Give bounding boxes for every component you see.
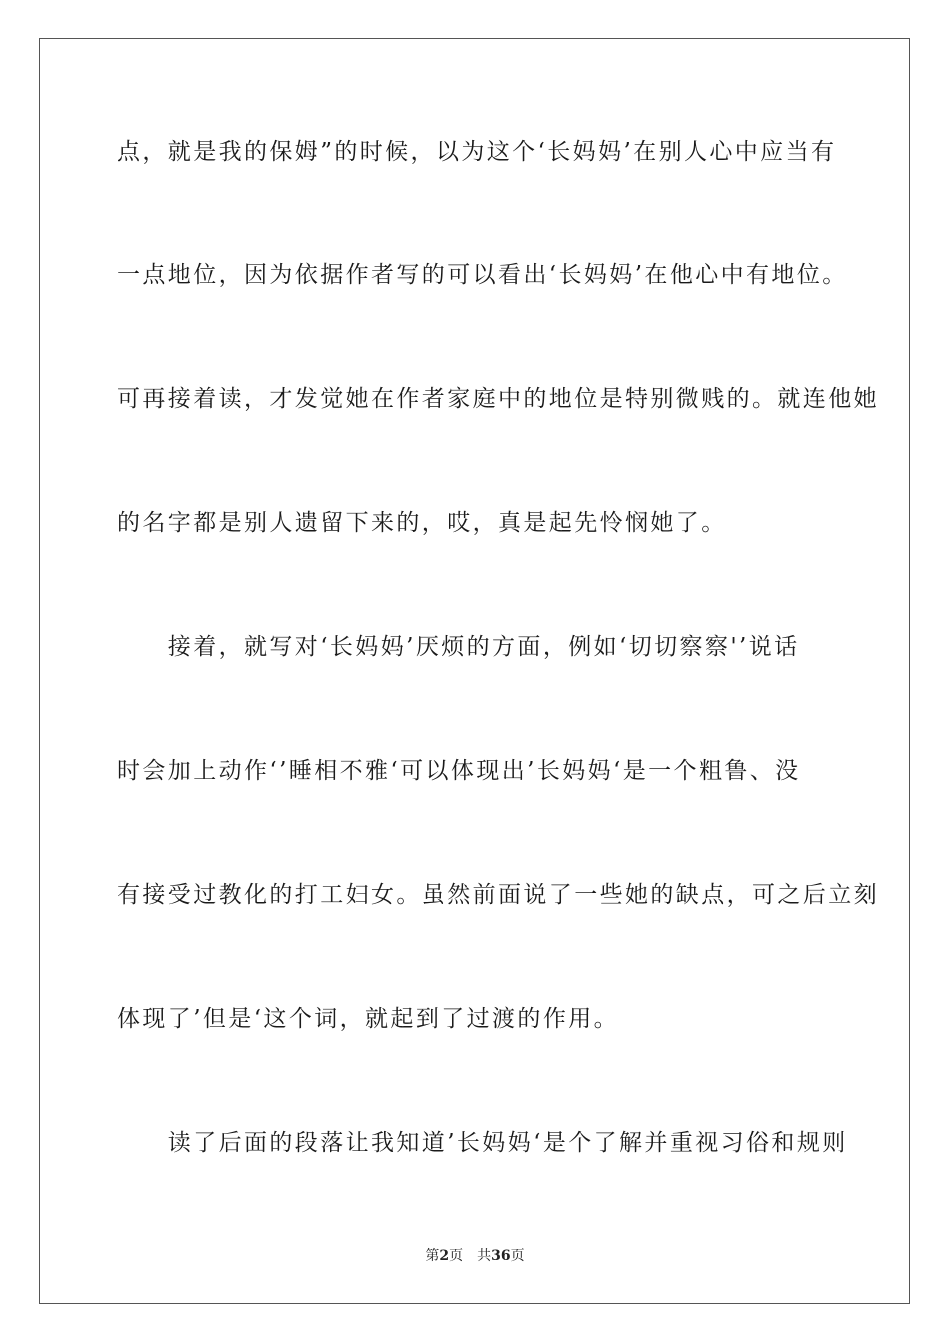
- text-line: 可再接着读，才发觉她在作者家庭中的地位是特别微贱的。就连他她: [117, 386, 879, 412]
- text-line: 时会加上动作‘’睡相不雅‘可以体现出’长妈妈‘是一个粗鲁、没: [117, 758, 801, 784]
- text-line: 体现了’但是‘这个词，就起到了过渡的作用。: [117, 1006, 620, 1032]
- total-pages: 36: [491, 1248, 511, 1264]
- total-suffix: 页: [510, 1248, 525, 1264]
- text-line: 点，就是我的保姆”的时候，以为这个‘长妈妈’在别人心中应当有: [117, 139, 837, 165]
- text-line: 的名字都是别人遗留下来的，哎，真是起先怜悯她了。: [117, 510, 727, 536]
- paragraph-start-line: 读了后面的段落让我知道’长妈妈‘是个了解并重视习俗和规则: [117, 1130, 848, 1156]
- page-suffix: 页: [449, 1248, 464, 1264]
- text-line: 一点地位，因为依据作者写的可以看出‘长妈妈’在他心中有地位。: [117, 262, 848, 288]
- page-number: 2: [439, 1248, 450, 1264]
- page-border: [39, 38, 910, 1304]
- total-prefix: 共: [477, 1248, 492, 1264]
- page-prefix: 第: [425, 1248, 440, 1264]
- paragraph-start-line: 接着，就写对‘长妈妈’厌烦的方面，例如‘切切察察'’说话: [117, 634, 800, 660]
- page-footer: [0, 1247, 950, 1265]
- text-line: 有接受过教化的打工妇女。虽然前面说了一些她的缺点，可之后立刻: [117, 882, 879, 908]
